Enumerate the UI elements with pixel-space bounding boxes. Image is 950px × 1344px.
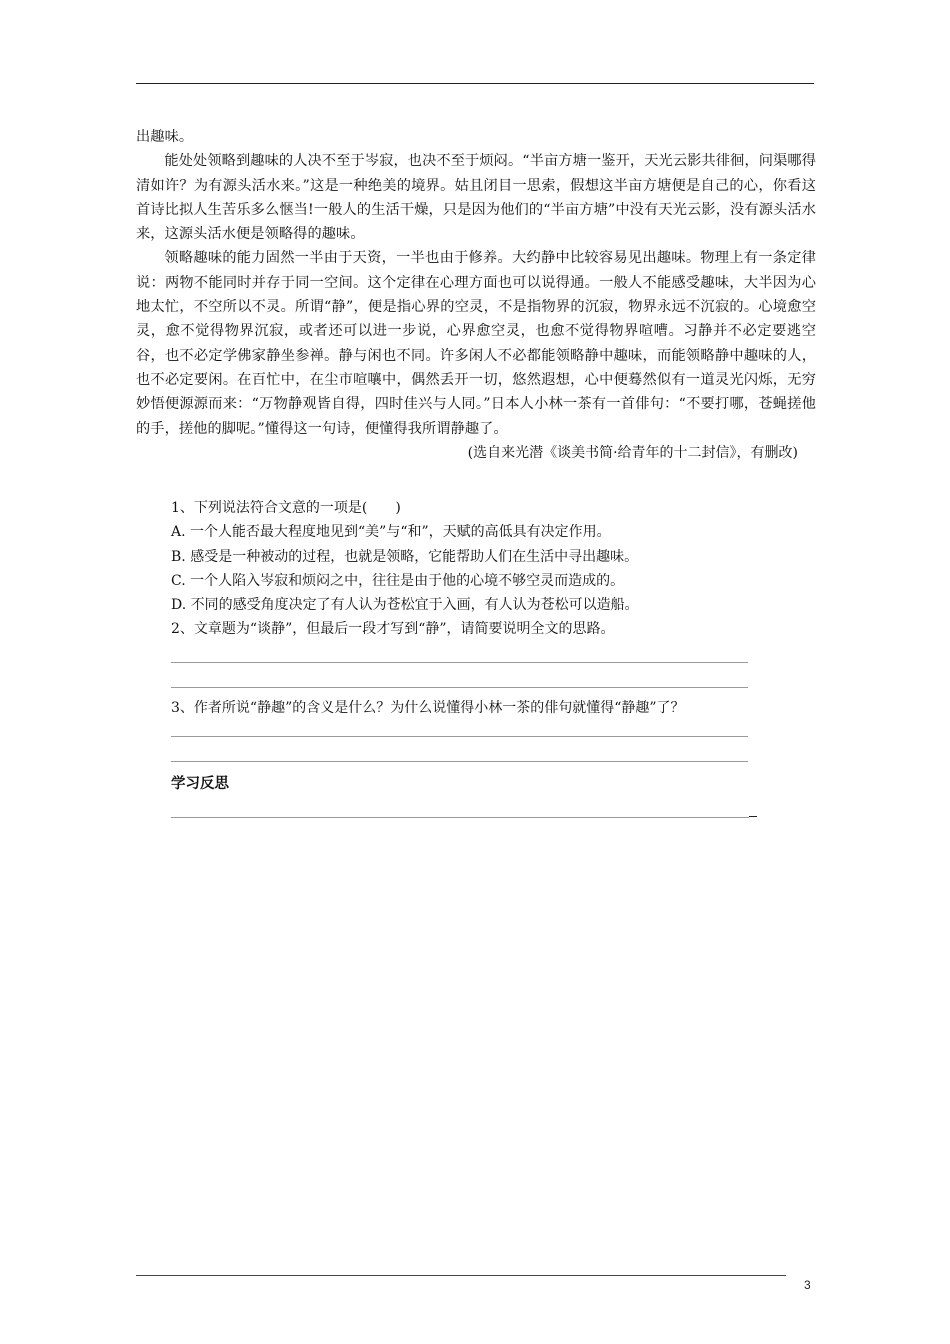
page-number: 3 (804, 1278, 811, 1292)
passage-paragraph-2: 领略趣味的能力固然一半由于天资，一半也由于修养。大约静中比较容易见出趣味。物理上有一条定律说：两物不能同时并存于同一空间。这个定律在心理方面也可以说得通。一般人不能感受趣味，大半因为心地太忙，不空所以不灵。所谓“静”，便是指心界的空灵，不是指物界的沉寂，物界永远不沉寂的。心境愈空灵，愈不觉得物界沉寂，或者还可以进一步说，心界愈空灵，也愈不觉得物界喧嘈。习静并不必定要逃空谷，也不必定学佛家静坐参禅。静与闲也不同。许多闲人不必都能领略静中趣味，而能领略静中趣味的人，也不必定要闲。在百忙中，在尘市喧嚷中，偶然丢开一切，悠然遐想，心中便蓦然似有一道灵光闪烁，无穷妙悟便源源而来：“万物静观皆自得，四时佳兴与人同。”日本人小林一茶有一首俳句：“不要打哪，苍蝇搓他的手，搓他的脚呢。”懂得这一句诗，便懂得我所谓静趣了。 (136, 250, 816, 437)
passage (136, 125, 816, 465)
reflection-line-end (749, 816, 757, 817)
passage-source: (选自来光潜《谈美书简·给青年的十二封信》，有删改) (467, 444, 798, 461)
reflection-title: 学习反思 (171, 776, 229, 792)
question-2: 2、文章题为“谈静”，但最后一段才写到“静”，请简要说明全文的思路。 (171, 621, 615, 638)
header-rule (136, 83, 814, 84)
question-1-option-d: D. 不同的感受角度决定了有人认为苍松宜于入画，有人认为苍松可以造船。 (171, 597, 639, 614)
questions (171, 496, 821, 762)
passage-paragraph-0: 出趣味。 (136, 129, 194, 145)
question-3: 3、作者所说“静趣”的含义是什么？为什么说懂得小林一茶的俳句就懂得“静趣”了？ (171, 699, 685, 716)
passage-paragraph-1: 能处处领略到趣味的人决不至于岑寂，也决不至于烦闷。“半亩方塘一鉴开，天光云影共徘徊，问渠哪得清如许？为有源头活水来。”这是一种绝美的境界。姑且闭目一思索，假想这半亩方塘便是自己的心，你看这首诗比拟人生苦乐多么惬当!一般人的生活干燥，只是因为他们的“半亩方塘”中没有天光云影，没有源头活水来，这源头活水便是领略得的趣味。 (136, 153, 816, 243)
answer-line-q3-2[interactable] (171, 761, 748, 762)
reflection-answer-line[interactable] (171, 817, 749, 818)
question-1-option-a: A. 一个人能否最大程度地见到“美”与“和”，天赋的高低具有决定作用。 (171, 524, 611, 541)
question-1: 1、下列说法符合文意的一项是( ) (171, 500, 401, 516)
question-1-option-b: B. 感受是一种被动的过程，也就是领略，它能帮助人们在生活中寻出趣味。 (171, 548, 639, 565)
question-1-option-c: C. 一个人陷入岑寂和烦闷之中，往往是由于他的心境不够空灵而造成的。 (171, 572, 625, 589)
footer-rule (136, 1275, 786, 1276)
